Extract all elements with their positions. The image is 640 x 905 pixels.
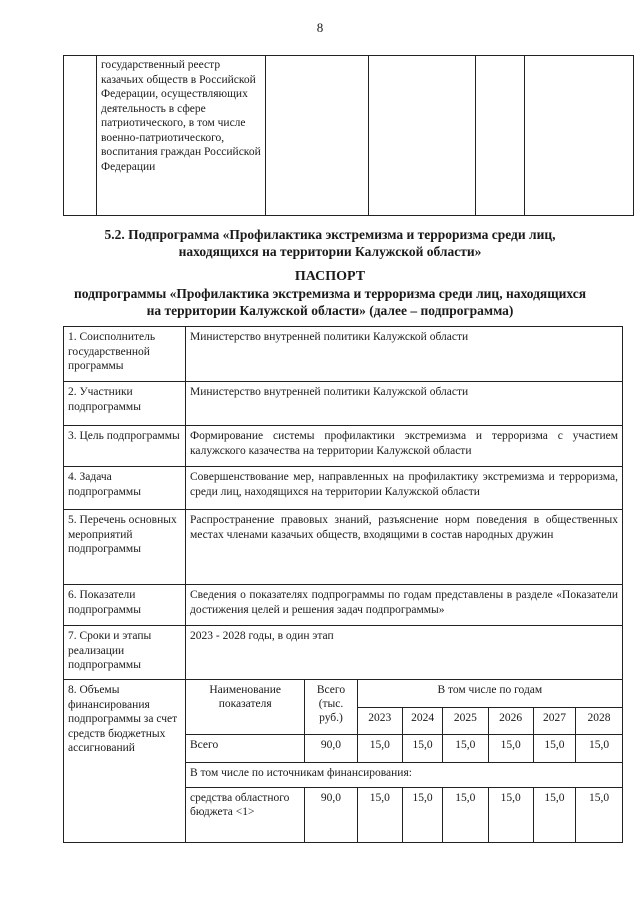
col-header-years: В том числе по годам	[357, 680, 622, 707]
row-value: Формирование системы профилактики экстремизма и терроризма с участием калужского казачества на территории Калужской области	[186, 426, 623, 467]
passport-row	[64, 467, 623, 510]
year-value: 15,0	[443, 787, 488, 842]
row-value: Распространение правовых знаний, разъяснение норм поведения в общественных местах членами казачьих обществ, входящими в состав народных дружин	[186, 510, 623, 585]
row-total-value: 90,0	[305, 734, 357, 762]
page-number: 8	[316, 20, 324, 35]
passport-title: ПАСПОРТ	[294, 269, 366, 284]
continuation-cell-empty	[369, 56, 476, 216]
row-name: средства областного бюджета <1>	[186, 787, 305, 842]
section-title-line: находящихся на территории Калужской области»	[178, 244, 482, 259]
row-value: Сведения о показателях подпрограммы по годам представлены в разделе «Показатели достижения целей и решения задач подпрограммы»	[186, 585, 623, 626]
year-header: 2026	[488, 707, 533, 734]
year-value: 15,0	[357, 787, 402, 842]
year-header: 2023	[357, 707, 402, 734]
year-value: 15,0	[402, 734, 442, 762]
row-label: 7. Сроки и этапы реализации подпрограммы	[64, 626, 186, 680]
col-header-name: Наименование показателя	[186, 680, 305, 734]
passport-row	[64, 327, 623, 382]
passport-row	[64, 585, 623, 626]
continuation-cell-empty	[525, 56, 634, 216]
continuation-cell-empty	[64, 56, 97, 216]
passport-subtitle-line: на территории Калужской области» (далее – подпрограмма)	[146, 303, 514, 318]
continuation-cell-empty	[266, 56, 369, 216]
year-header: 2024	[402, 707, 442, 734]
row-label: 5. Перечень основных мероприятий подпрограммы	[64, 510, 186, 585]
row-value: Министерство внутренней политики Калужской области	[186, 327, 623, 382]
row-label: 6. Показатели подпрограммы	[64, 585, 186, 626]
section-title	[60, 226, 600, 260]
year-header: 2027	[533, 707, 575, 734]
row-value: 2023 - 2028 годы, в один этап	[186, 626, 623, 680]
continuation-text: государственный реестр казачьих обществ в Российской Федерации, осуществляющих деятельность в сфере патриотического, в том числе военно-патриотического, воспитания граждан Российской Федерации	[97, 56, 266, 216]
row-value: Совершенствование мер, направленных на профилактику экстремизма и терроризма, среди лиц, находящихся на территории Калужской области	[186, 467, 623, 510]
year-value: 15,0	[533, 734, 575, 762]
finance-cell	[186, 680, 623, 843]
row-total-value: 90,0	[305, 787, 357, 842]
row-label: 4. Задача подпрограммы	[64, 467, 186, 510]
passport-heading	[40, 268, 620, 319]
year-value: 15,0	[357, 734, 402, 762]
row-label: 2. Участники подпрограммы	[64, 382, 186, 426]
finance-row-total	[186, 734, 622, 762]
year-value: 15,0	[576, 787, 622, 842]
passport-subtitle-line: подпрограммы «Профилактика экстремизма и терроризма среди лиц, находящихся	[73, 286, 587, 301]
row-label: 1. Соисполнитель государственной программы	[64, 327, 186, 382]
row-label: 8. Объемы финансирования подпрограммы за счет средств бюджетных ассигнований	[64, 680, 186, 843]
passport-row	[64, 426, 623, 467]
finance-table	[186, 680, 622, 842]
year-value: 15,0	[443, 734, 488, 762]
passport-row	[64, 382, 623, 426]
continuation-table	[63, 55, 634, 216]
finance-row-regional	[186, 787, 622, 842]
year-header: 2028	[576, 707, 622, 734]
passport-row-finance	[64, 680, 623, 843]
year-value: 15,0	[576, 734, 622, 762]
section-title-line: 5.2. Подпрограмма «Профилактика экстремизма и терроризма среди лиц,	[104, 227, 556, 242]
year-header: 2025	[443, 707, 488, 734]
col-header-total: Всего (тыс. руб.)	[305, 680, 357, 734]
continuation-cell-empty	[476, 56, 525, 216]
row-value: Министерство внутренней политики Калужской области	[186, 382, 623, 426]
year-value: 15,0	[533, 787, 575, 842]
year-value: 15,0	[488, 787, 533, 842]
row-label: 3. Цель подпрограммы	[64, 426, 186, 467]
year-value: 15,0	[488, 734, 533, 762]
year-value: 15,0	[402, 787, 442, 842]
row-name: Всего	[186, 734, 305, 762]
sources-header: В том числе по источникам финансирования:	[186, 762, 622, 787]
passport-table	[63, 326, 623, 843]
passport-row	[64, 510, 623, 585]
passport-row	[64, 626, 623, 680]
